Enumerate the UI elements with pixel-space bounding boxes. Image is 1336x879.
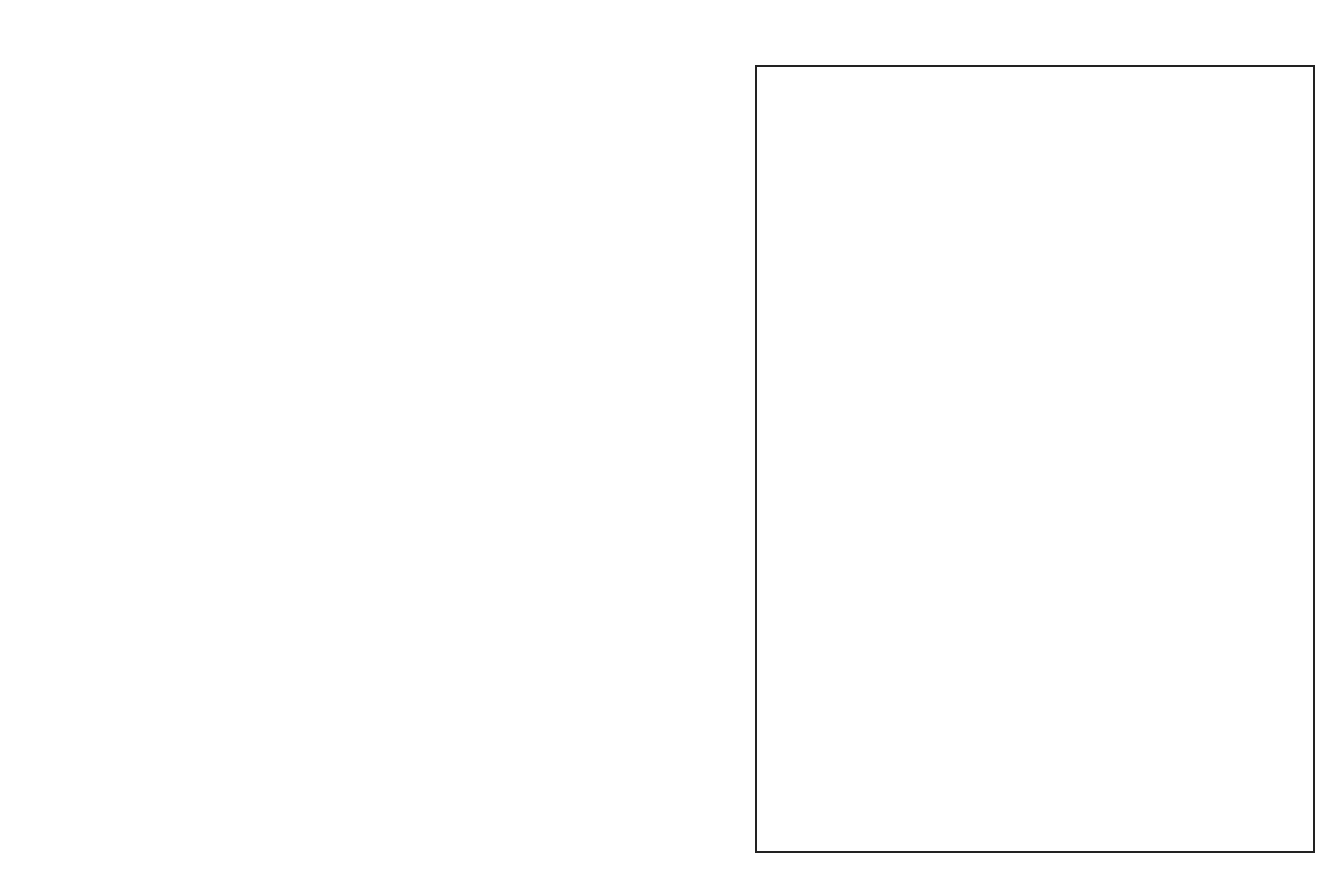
left-page: [0, 0, 575, 879]
right-page: [740, 0, 1336, 879]
beam-schemes-grid: [755, 65, 1315, 853]
